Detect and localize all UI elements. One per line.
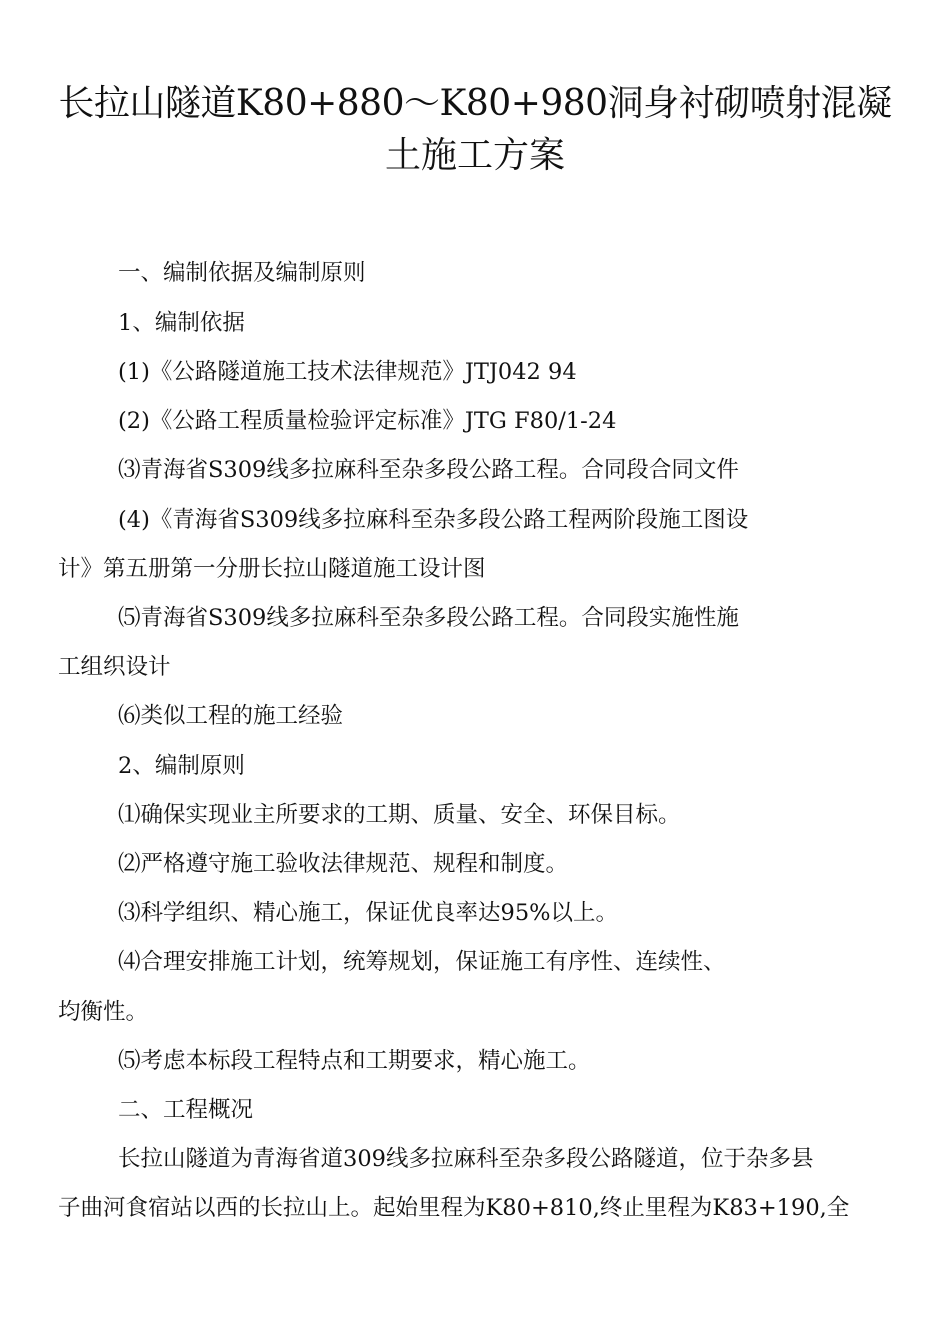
basis-item-5: ⑸青海省S309线多拉麻科至杂多段公路工程。合同段实施性施	[118, 605, 739, 631]
subsection-heading-principles: 2、编制原则	[118, 753, 245, 779]
overview-paragraph-line-2: 子曲河食宿站以西的长拉山上。起始里程为K80+810,终止里程为K83+190,全	[58, 1195, 850, 1221]
principle-item-4: ⑷合理安排施工计划，统筹规划，保证施工有序性、连续性、	[118, 949, 726, 975]
basis-item-4-continued: 计》第五册第一分册长拉山隧道施工设计图	[58, 556, 486, 582]
basis-item-6: ⑹类似工程的施工经验	[118, 703, 344, 729]
principle-item-3: ⑶科学组织、精心施工，保证优良率达95%以上。	[118, 900, 619, 926]
document-title-line-2: 土施工方案	[384, 135, 565, 176]
section-heading-project-overview: 二、工程概况	[118, 1097, 254, 1123]
basis-item-2: (2)《公路工程质量检验评定标准》JTG F80/1-24	[118, 408, 617, 434]
overview-paragraph-line-1: 长拉山隧道为青海省道309线多拉麻科至杂多段公路隧道，位于杂多县	[118, 1146, 814, 1172]
basis-item-4: (4)《青海省S309线多拉麻科至杂多段公路工程两阶段施工图设	[118, 507, 749, 533]
section-heading-basis-and-principles: 一、编制依据及编制原则	[118, 260, 366, 286]
basis-item-3: ⑶青海省S309线多拉麻科至杂多段公路工程。合同段合同文件	[118, 457, 739, 483]
principle-item-5: ⑸考虑本标段工程特点和工期要求，精心施工。	[118, 1048, 591, 1074]
document-title-line-1: 长拉山隧道K80+880〜K80+980洞身衬砌喷射混凝	[58, 83, 892, 124]
basis-item-5-continued: 工组织设计	[58, 654, 171, 680]
principle-item-1: ⑴确保实现业主所要求的工期、质量、安全、环保目标。	[118, 802, 681, 828]
subsection-heading-basis: 1、编制依据	[118, 310, 245, 336]
principle-item-2: ⑵严格遵守施工验收法律规范、规程和制度。	[118, 851, 569, 877]
principle-item-4-continued: 均衡性。	[58, 999, 149, 1025]
basis-item-1: (1)《公路隧道施工技术法律规范》JTJ042 94	[118, 359, 577, 385]
